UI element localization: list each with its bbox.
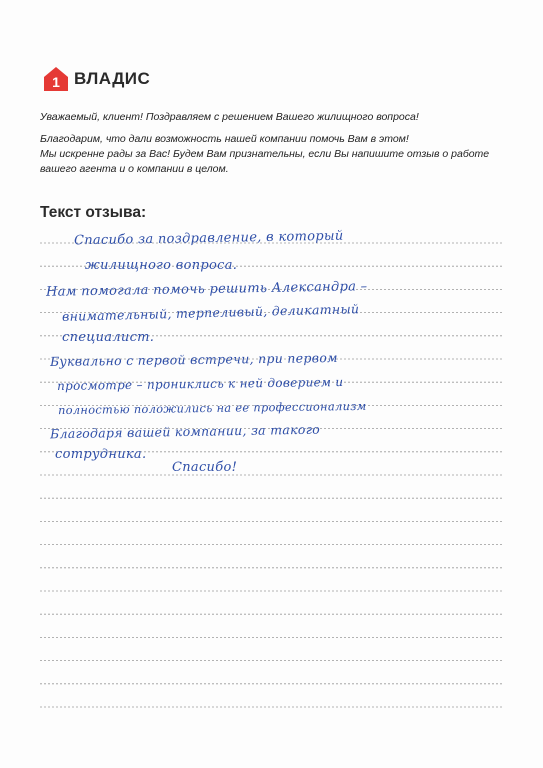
intro-line: Благодарим, что дали возможность нашей компании помочь Вам в этом! bbox=[40, 133, 409, 145]
handwritten-line: сотрудника. bbox=[55, 447, 147, 462]
handwritten-line: Буквально с первой встречи, при первом bbox=[49, 349, 338, 370]
handwritten-line: Спасибо за поздравление, в который bbox=[73, 228, 344, 249]
handwritten-line: Спасибо! bbox=[172, 460, 238, 475]
svg-text:1: 1 bbox=[52, 74, 60, 90]
handwritten-line: Благодаря вашей компании, за такого bbox=[49, 421, 321, 442]
handwritten-line: Нам помогала помочь решить Александра – bbox=[45, 279, 368, 300]
handwritten-line: специалист. bbox=[62, 330, 155, 345]
review-heading: Текст отзыва: bbox=[40, 204, 147, 221]
intro-line: вашего агента и о компании в целом. bbox=[40, 163, 229, 175]
handwritten-line: полностью положились на ее профессионализм bbox=[57, 398, 367, 418]
handwritten-line: внимательный, терпеливый, деликатный bbox=[61, 301, 360, 324]
handwritten-line: просмотре – прониклись к ней доверием и bbox=[56, 375, 344, 393]
handwritten-line: жилищного вопроса. bbox=[85, 258, 238, 273]
company-name: ВЛАДИС bbox=[74, 69, 151, 88]
intro-line: Мы искренне рады за Вас! Будем Вам признательны, если Вы напишите отзыв о работе bbox=[40, 148, 490, 160]
greeting: Уважаемый, клиент! Поздравляем с решением Вашего жилищного вопроса! bbox=[40, 111, 419, 123]
